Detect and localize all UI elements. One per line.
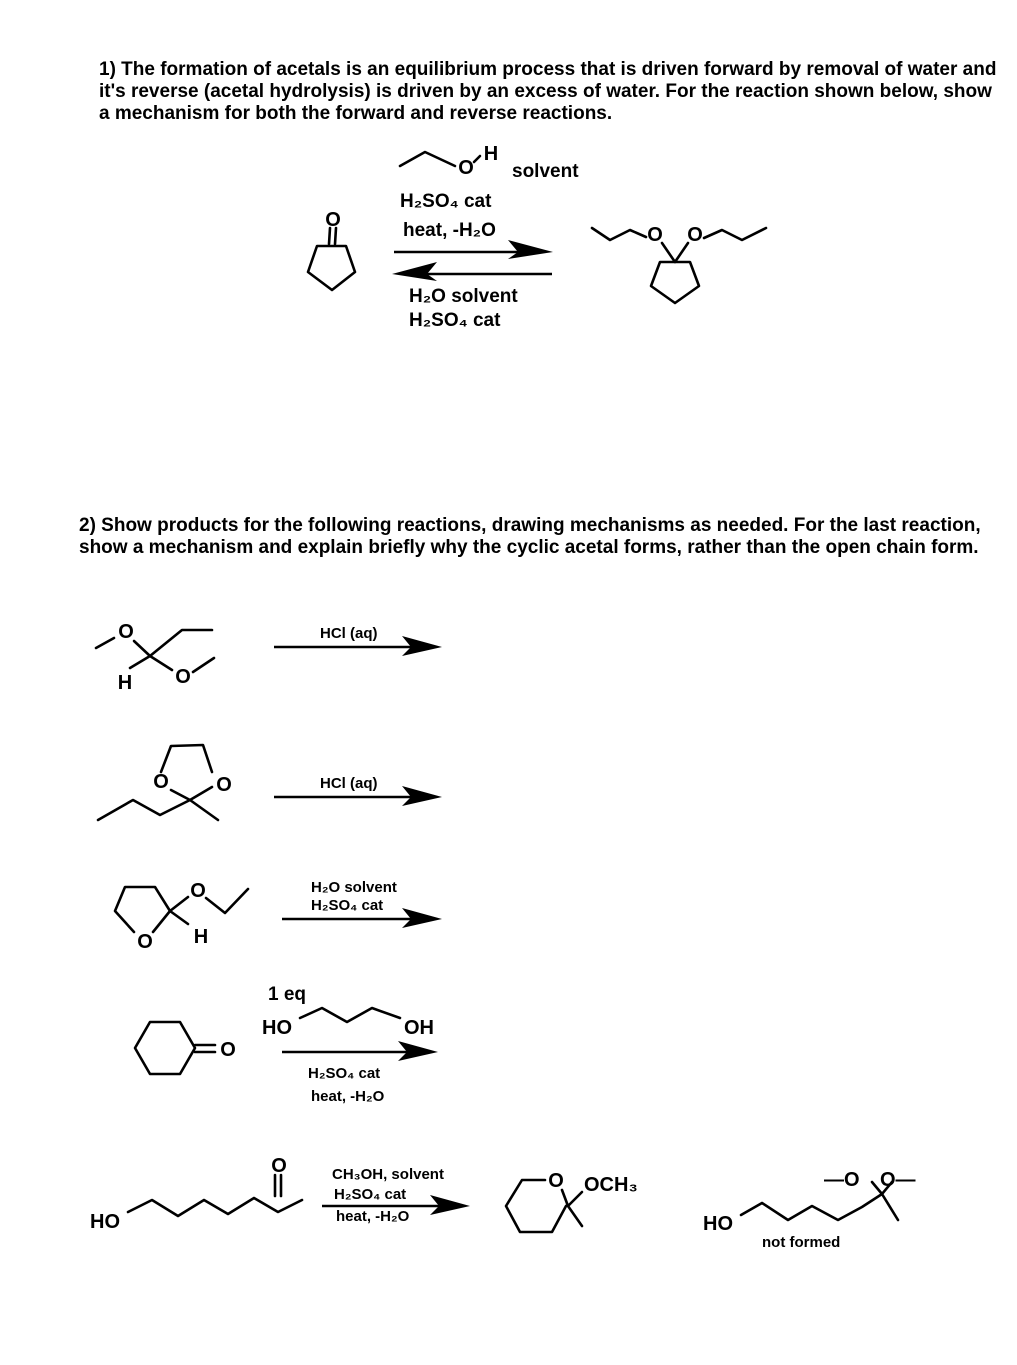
q2-b-conditions: HCl (aq) <box>320 775 378 792</box>
q1-reverse-catalyst: H₂SO₄ cat <box>409 310 501 331</box>
q2-e-conditions-2: H₂SO₄ cat <box>334 1186 407 1203</box>
q2-a-conditions: HCl (aq) <box>320 625 378 642</box>
q2-c-hydrogen: H <box>193 926 209 948</box>
q2-e-alt-methoxy-right: O— <box>880 1169 916 1191</box>
q1-ketone-oxygen: O <box>325 209 341 231</box>
q1-forward-conditions: heat, -H₂O <box>403 220 496 241</box>
q1-acetal-oxygen-left: O <box>647 224 663 246</box>
question-1-text: 1) The formation of acetals is an equilibrium process that is driven forward by removal of water and it's reverse (acetal hydrolysis) is driven by an excess of water. For the reaction shown below, show a mechanism for both the forward and reverse reactions. <box>99 59 997 124</box>
q2-e-cyclic-product <box>506 1170 638 1232</box>
q2-d-diol-ho: HO <box>262 1017 292 1039</box>
q2-e-alt-methoxy-left: —O <box>824 1169 860 1191</box>
q2-e-alt-ho: HO <box>703 1213 733 1235</box>
q2-c-ether-oxygen: O <box>190 880 206 902</box>
q1-forward-catalyst: H₂SO₄ cat <box>400 191 492 212</box>
q2-d-equiv: 1 eq <box>268 984 307 1005</box>
q2-e-conditions-3: heat, -H₂O <box>336 1208 410 1225</box>
q1-ethanol-oxygen: O <box>458 157 474 179</box>
q2-a-hydrogen: H <box>117 672 133 694</box>
q2-b-oxygen-left: O <box>153 771 169 793</box>
q1-acetal-product <box>592 224 766 303</box>
q2-c-conditions-1: H₂O solvent <box>311 879 397 896</box>
q2-e-product-och3: OCH₃ <box>584 1174 638 1196</box>
q2-e-product-ring-oxygen: O <box>548 1170 564 1192</box>
q2-d-ketone-oxygen: O <box>220 1039 236 1061</box>
q1-ketone-cyclopentanone <box>308 209 355 290</box>
q2-reaction-b-reactant <box>98 745 232 820</box>
q2-reaction-a-reactant <box>96 621 214 694</box>
q2-e-open-chain-alternative <box>703 1169 916 1251</box>
q2-e-ketone-oxygen: O <box>271 1155 287 1177</box>
q2-reaction-d-cyclohexanone <box>135 1022 236 1074</box>
q1-reverse-solvent: H₂O solvent <box>409 286 518 307</box>
q2-d-diol-reagent <box>262 1008 434 1039</box>
q1-reverse-arrow <box>392 262 552 281</box>
question-2-text: 2) Show products for the following reactions, drawing mechanisms as needed. For the last reaction, show a mechanism and explain briefly why the cyclic acetal forms, rather than the open chain form. <box>79 515 981 558</box>
q2-d-conditions: heat, -H₂O <box>311 1088 385 1105</box>
q2-a-oxygen-bottom: O <box>175 666 191 688</box>
q2-b-oxygen-right: O <box>216 774 232 796</box>
q2-d-arrow <box>282 1041 438 1061</box>
q2-a-oxygen-top: O <box>118 621 134 643</box>
q1-acetal-oxygen-right: O <box>687 224 703 246</box>
q2-e-start-ho: HO <box>90 1211 120 1233</box>
q2-c-ring-oxygen: O <box>137 931 153 953</box>
q2-d-diol-oh: OH <box>404 1017 434 1039</box>
q2-e-not-formed-label: not formed <box>762 1234 841 1251</box>
q1-forward-arrow <box>394 240 553 259</box>
q2-d-catalyst: H₂SO₄ cat <box>308 1065 381 1082</box>
q1-ethanol-reagent <box>400 143 579 182</box>
q2-c-conditions-2: H₂SO₄ cat <box>311 897 384 914</box>
q2-reaction-c-reactant <box>115 880 248 953</box>
q1-ethanol-hydrogen: H <box>483 143 499 165</box>
q2-reaction-e-reactant <box>90 1155 302 1233</box>
q2-e-conditions-1: CH₃OH, solvent <box>332 1166 444 1183</box>
q1-solvent-label: solvent <box>512 161 579 182</box>
